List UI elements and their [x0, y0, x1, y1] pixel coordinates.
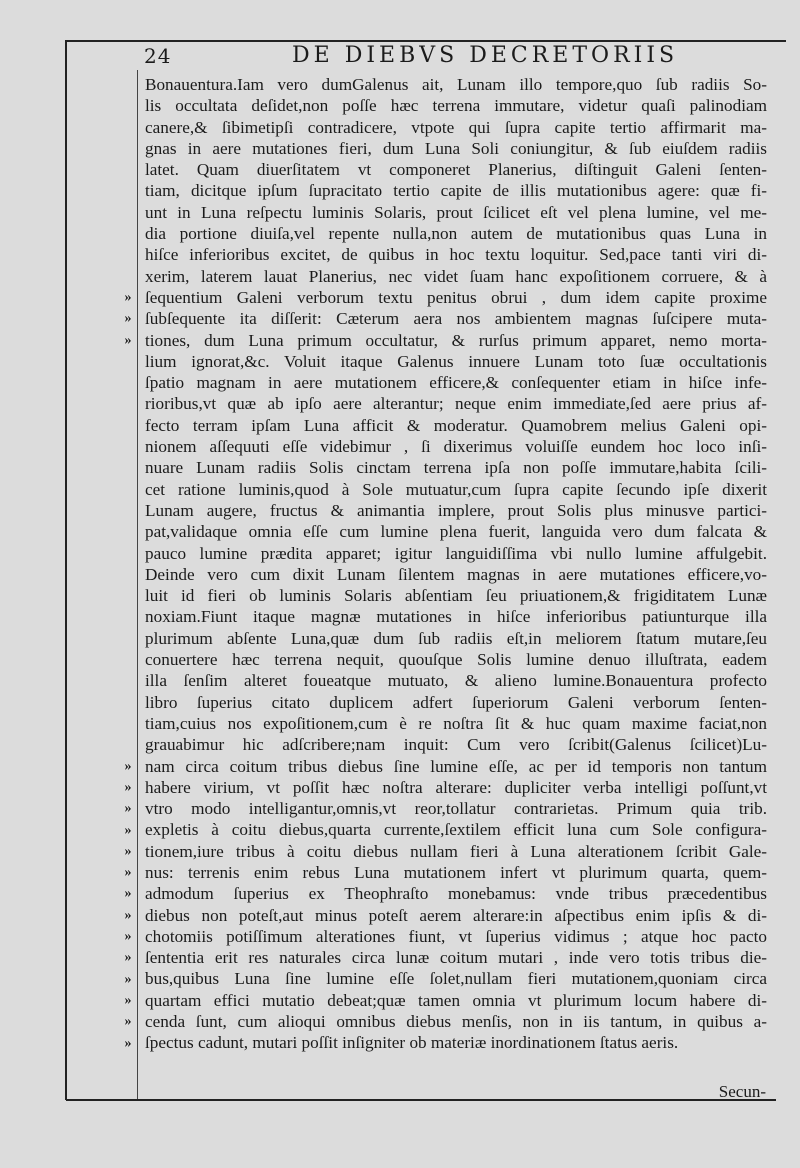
text-line: vtro modo intelligantur,omnis,vt reor,tollatur contrarietas. Primum quia trib.	[145, 799, 767, 819]
margin-quote-mark: »	[124, 907, 132, 923]
text-line: lis occultata deſidet,non poſſe hæc terrena immutare, videtur quaſi palinodiam	[145, 96, 767, 116]
text-line: tiam,cuius nos expoſitionem,cum è re noſtra ſit & huc quam maxime faciat,non	[145, 713, 767, 733]
margin-quote-mark: »	[124, 332, 132, 348]
margin-quote-mark: »	[124, 311, 132, 327]
catchword: Secun-	[718, 1082, 766, 1101]
text-line: pat,validaque omnia eſſe cum lumine plena fuerit, languida vero dum falcata &	[145, 522, 767, 542]
margin-quote-mark: »	[124, 971, 132, 987]
text-line: diebus non poteſt,aut minus poteſt aerem alterare:in aſpectibus enim ipſis & di-	[145, 905, 767, 925]
margin-quote-mark: »	[124, 1035, 132, 1051]
text-line: nus: terrenis enim rebus Luna mutationem infert vt plurimum quarta, quem-	[145, 862, 767, 882]
margin-quote-mark: »	[124, 886, 132, 902]
text-line: rioribus,vt quæ ab ipſo aere alterantur; neque enim immediate,ſed aere prius af-	[145, 394, 767, 414]
text-line: ſpectus cadunt, mutari poſſit inſigniter ob materiæ inordinationem ſtatus aeris.	[145, 1033, 679, 1053]
text-line: tiam, dicitque ipſum ſupracitato tertio capite de illis mutationibus agere: quæ fi-	[145, 181, 767, 201]
text-line: ſententia erit res naturales circa lunæ coitum mutari , inde vero totis tribus die-	[145, 948, 767, 968]
left-border-rule	[65, 40, 67, 1100]
running-title: DE DIEBVS DECRETORIIS	[292, 43, 679, 68]
margin-quote-mark: »	[124, 758, 132, 774]
text-line: ſubſequente ita diſſerit: Cæterum aera nos ambientem magnas ſuſcipere muta-	[145, 309, 767, 329]
text-line: Bonauentura.Iam vero dumGalenus ait, Lunam illo tempore,quo ſub radiis So-	[145, 75, 767, 94]
text-line: gnas in aere mutationes fieri, dum Luna Soli coniungitur, & ſub eiuſdem radiis	[145, 138, 767, 158]
margin-quote-mark: »	[124, 822, 132, 838]
margin-quote-mark: »	[124, 801, 132, 817]
top-rule	[66, 40, 786, 42]
margin-quote-mark: »	[124, 290, 132, 305]
text-line: tionem,iure tribus à coitu diebus nullam fieri à Luna alterationem ſcribit Gale-	[145, 841, 767, 861]
text-line: plurimum abſente Luna,quæ dum ſub radiis eſt,in meliorem ſtatum mutare,ſeu	[145, 628, 767, 648]
running-head	[144, 43, 774, 73]
text-line: noxiam.Fiunt itaque magnæ mutationes in hiſce inferioribus patiunturque illa	[145, 607, 767, 627]
text-line: chotomiis potiſſimum alterationes fiunt, vt ſuperius vidimus ; atque hoc pacto	[145, 926, 767, 946]
text-line: ſequentium Galeni verborum textu penitus obrui , dum idem capite proxime	[145, 287, 767, 307]
margin-quote-mark: »	[124, 929, 132, 944]
text-line: ſpatio magnam in aere mutationem efficere,& conſequenter etiam in hiſce infe-	[145, 373, 767, 393]
text-line: latet. Quam diuerſitatem vt componeret Planerius, diſtinguit Galeni ſenten-	[145, 160, 767, 180]
text-line: habere virium, vt poſſit hæc noſtra alterare: dupliciter verba intelligi poſſunt,vt	[145, 777, 767, 797]
text-line: dia portione diuiſa,vel repente nulla,non autem de mutationibus quas Luna in	[145, 224, 767, 244]
bottom-rule	[66, 1099, 776, 1101]
margin-quote-mark: »	[124, 992, 132, 1008]
text-line: nuare Lunam radiis Solis cinctam terrena ipſa non poſſe immutare,habita ſcili-	[145, 458, 767, 478]
page-number: 24	[144, 44, 172, 68]
text-line: unt in Luna reſpectu luminis Solaris, prout ſcilicet eſt vel plena lumine, vel me-	[145, 202, 767, 222]
body-text	[145, 74, 767, 1054]
text-line: canere,& ſibimetipſi contradicere, vtpote qui ſupra capite tertio affirmarit ma-	[145, 117, 767, 137]
text-line: cet ratione luminis,quod à Sole mutuatur,cum ſupra capite ſecundo ipſe dixerit	[145, 479, 767, 499]
text-line: cenda ſunt, cum alioqui omnibus diebus menſis, non in iis tantum, in quibus a-	[145, 1012, 767, 1032]
text-line: nam circa coitum tribus diebus ſine lumine eſſe, ac per id temporis non tantum	[145, 756, 767, 776]
text-line: expletis à coitu diebus,quarta currente,ſextilem efficit luna cum Sole configura-	[145, 820, 767, 840]
text-line: quartam effici mutatio debeat;quæ tamen omnia vt plurimum locum habere di-	[145, 990, 767, 1010]
text-line: illa ſenſim alteret foueatque mutuato, & alieno lumine.Bonauentura profecto	[145, 671, 767, 691]
text-line: admodum ſuperius ex Theophraſto monebamus: vnde tribus præcedentibus	[145, 884, 767, 904]
text-line: tiones, dum Luna primum occultatur, & rurſus primum apparet, nemo morta-	[145, 330, 767, 350]
text-line: conuertere hæc terrena nequit, quouſque Solis lumine denuo illuſtrata, eadem	[145, 650, 767, 670]
text-line: grauabimur hic adſcribere;nam inquit: Cum vero ſcribit(Galenus ſcilicet)Lu-	[145, 735, 767, 755]
text-line: Deinde vero cum dixit Lunam ſilentem magnas in aere mutationes efficere,vo-	[145, 564, 767, 584]
margin-quote-mark: »	[124, 779, 132, 795]
text-line: lium ignorat,&c. Voluit itaque Galenus innuere Lunam toto ſuæ occultationis	[145, 351, 767, 371]
text-line: hiſce inferioribus excitet, de quibus in hoc textu loquitur. Sed,pace tanti viri di-	[145, 245, 767, 265]
text-line: pauco lumine prædita apparet; igitur languidiſſima vbi nullo lumine affulgebit.	[145, 543, 767, 563]
text-line: luit id fieri ob luminis Solaris abſentiam ſeu priuationem,& frigiditatem Lunæ	[145, 586, 767, 606]
margin-quote-mark: »	[124, 1014, 132, 1030]
text-line: nionem aſſequuti eſſe videbimur , ſi dixerimus voluiſſe eundem hoc loco inſi-	[145, 437, 767, 457]
text-line: xerim, laterem lauat Planerius, nec videt ſuam hanc expoſitionem corruere, & à	[145, 266, 767, 286]
text-line: libro ſuperius citato duplicem adfert ſuperiorum Galeni verborum ſenten-	[145, 692, 767, 712]
text-line: fecto terram ipſam Luna afficit & moderatur. Quamobrem melius Galeni opi-	[145, 415, 767, 435]
text-line: Lunam augere, fructus & animantia implere, prout Solis plus minusve partici-	[145, 500, 767, 520]
margin-quote-mark: »	[124, 843, 132, 859]
margin-quote-mark: »	[124, 950, 132, 966]
text-line: bus,quibus Luna ſine lumine eſſe ſolet,nullam fieri mutationem,quoniam circa	[145, 969, 767, 989]
margin-quote-mark: »	[124, 865, 132, 881]
